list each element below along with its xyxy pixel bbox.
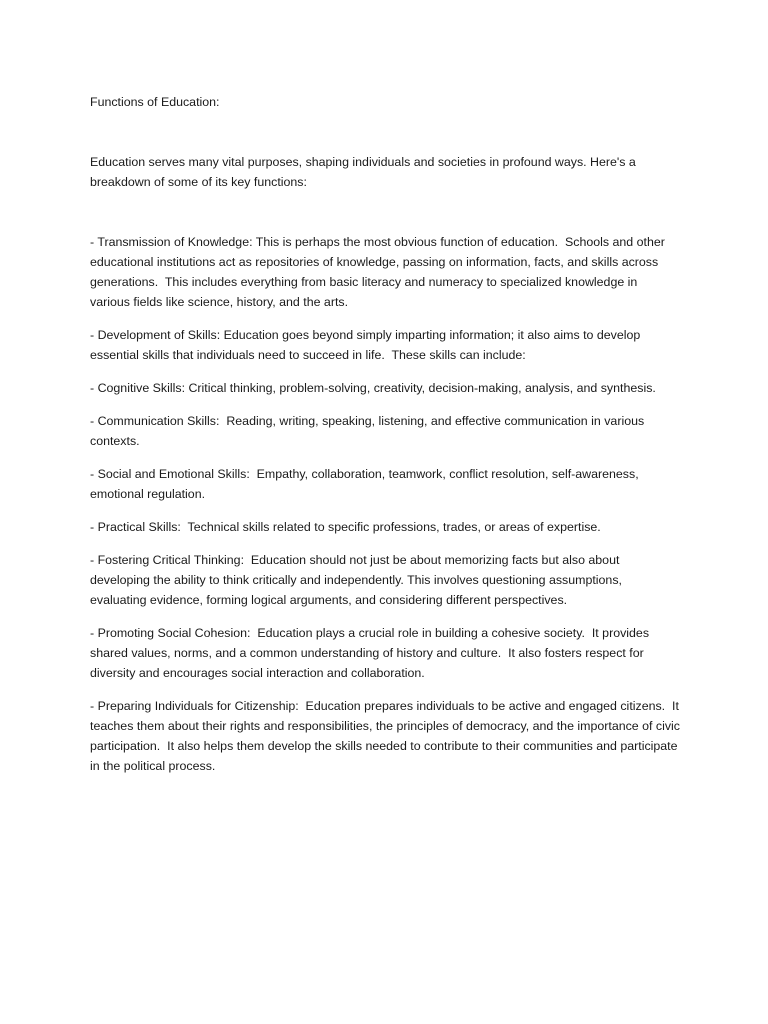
paragraph-development-of-skills: - Development of Skills: Education goes beyond simply imparting information; it also aims to develop essential skills that individuals need to succeed in life. These skills can include: — [90, 328, 644, 362]
paragraph-promoting-social-cohesion: - Promoting Social Cohesion: Education plays a crucial role in building a cohesive society. It provides shared values, norms, and a common understanding of history and culture. It also fosters respect for diversity and encourages social interaction and collaboration. — [90, 626, 653, 680]
paragraph-cognitive-skills: - Cognitive Skills: Critical thinking, problem-solving, creativity, decision-making, analysis, and synthesis. — [90, 381, 656, 395]
paragraph-communication-skills: - Communication Skills: Reading, writing, speaking, listening, and effective communication in various contexts. — [90, 414, 648, 448]
paragraph-transmission-of-knowledge: - Transmission of Knowledge: This is perhaps the most obvious function of education. Schools and other educational institutions act as repositories of knowledge, passing on information, facts, and skills across generations. This includes everything from basic literacy and numeracy to specialized knowledge in various fields like science, history, and the arts. — [90, 235, 669, 309]
paragraph-social-emotional-skills: - Social and Emotional Skills: Empathy, collaboration, teamwork, conflict resolution, self-awareness, emotional regulation. — [90, 467, 643, 501]
document-body — [90, 92, 684, 789]
paragraph-practical-skills: - Practical Skills: Technical skills related to specific professions, trades, or areas of expertise. — [90, 520, 601, 534]
intro-paragraph: Education serves many vital purposes, shaping individuals and societies in profound ways. Here's a breakdown of some of its key functions: — [90, 155, 640, 189]
paragraph-fostering-critical-thinking: - Fostering Critical Thinking: Education should not just be about memorizing facts but also about developing the ability to think critically and independently. This involves questioning assumptions, evaluating evidence, forming logical arguments, and considering different perspectives. — [90, 553, 626, 607]
paragraph-preparing-for-citizenship: - Preparing Individuals for Citizenship: Education prepares individuals to be active and engaged citizens. It teaches them about their rights and responsibilities, the principles of democracy, and the importance of civic participation. It also helps them develop the skills needed to contribute to their communities and participate in the political process. — [90, 699, 684, 773]
document-title: Functions of Education: — [90, 95, 220, 109]
